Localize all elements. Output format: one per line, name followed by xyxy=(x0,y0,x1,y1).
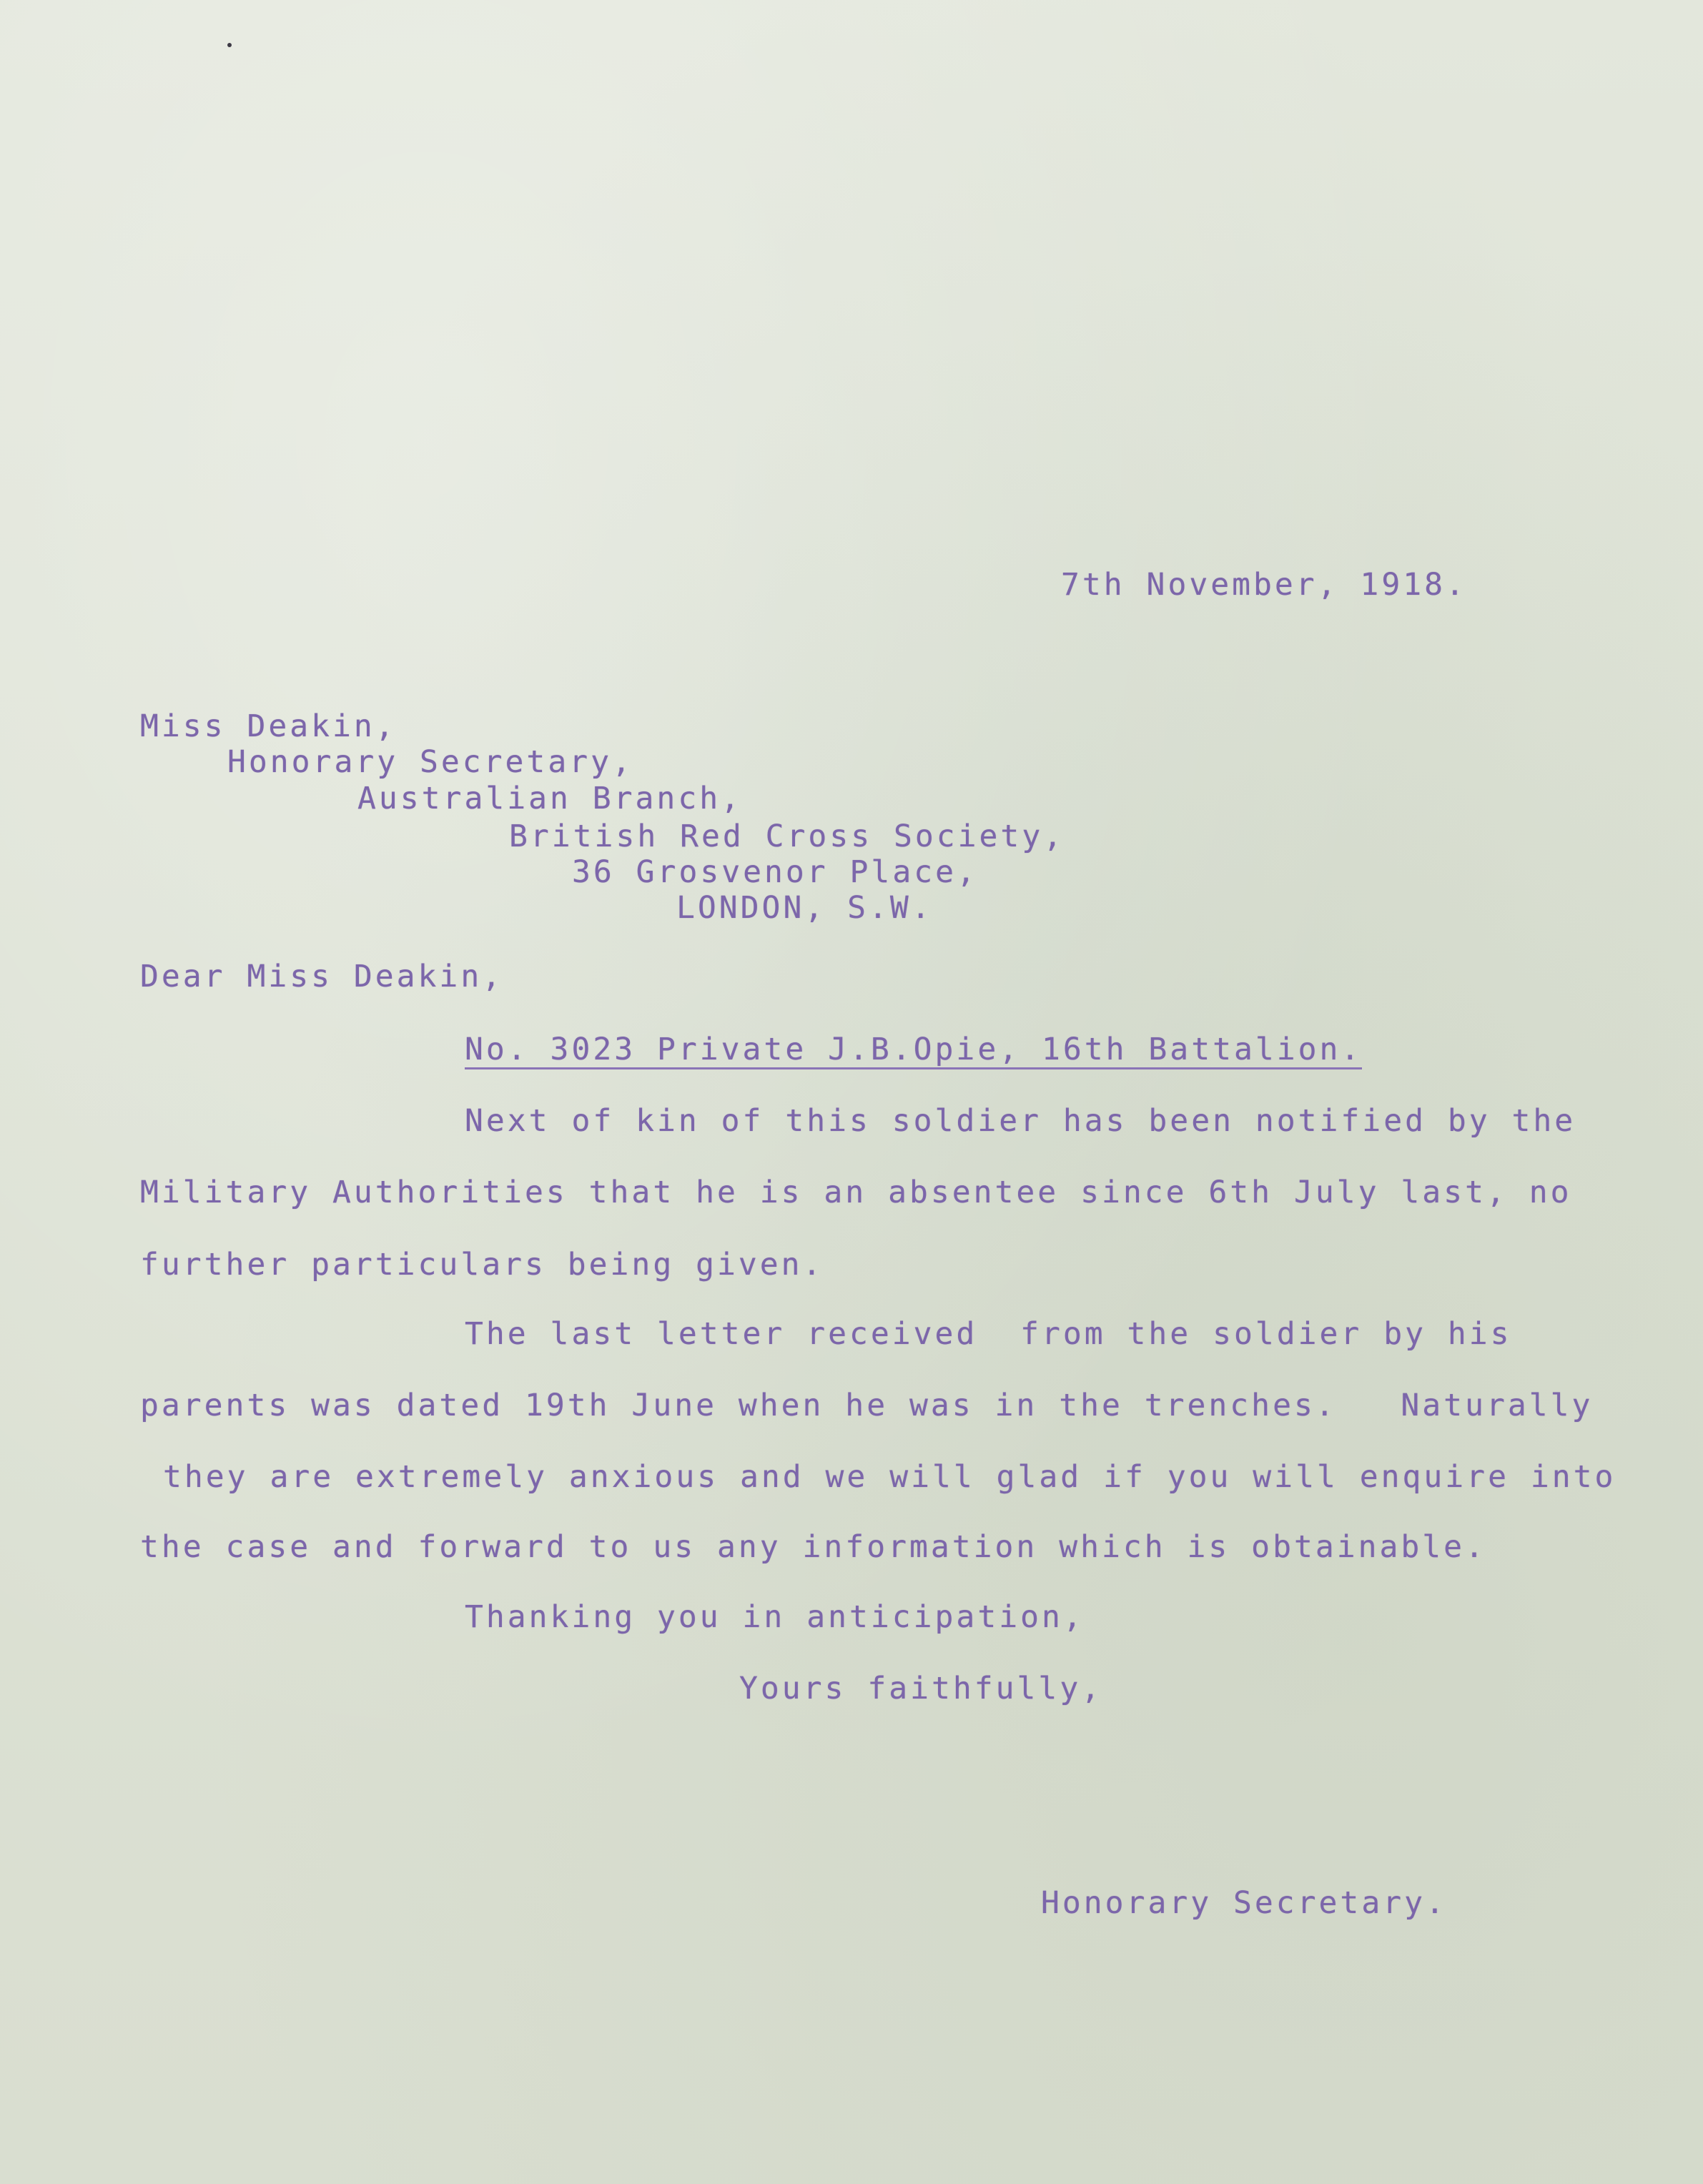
body-paragraph-2-line-1: The last letter received from the soldier by his xyxy=(465,1316,1512,1352)
salutation: Dear Miss Deakin, xyxy=(140,959,504,994)
body-paragraph-2-line-4: the case and forward to us any information which is obtainable. xyxy=(140,1529,1486,1565)
body-paragraph-1-line-1: Next of kin of this soldier has been notified by the xyxy=(465,1103,1576,1139)
subject-line: No. 3023 Private J.B.Opie, 16th Battalion. xyxy=(465,1033,1362,1069)
address-line-society: British Red Cross Society, xyxy=(509,819,1065,854)
address-line-street: 36 Grosvenor Place, xyxy=(572,854,978,890)
address-line-title: Honorary Secretary, xyxy=(227,744,633,780)
body-paragraph-2-line-2: parents was dated 19th June when he was in the trenches. Naturally xyxy=(140,1388,1594,1423)
address-line-branch: Australian Branch, xyxy=(357,781,742,816)
body-paragraph-2-line-3: they are extremely anxious and we will glad if you will enquire into xyxy=(163,1459,1616,1495)
paper-speck xyxy=(227,43,232,47)
closing-thanks: Thanking you in anticipation, xyxy=(465,1599,1085,1635)
address-line-city: LONDON, S.W. xyxy=(676,890,933,926)
body-paragraph-1-line-2: Military Authorities that he is an absentee since 6th July last, no xyxy=(140,1175,1572,1210)
letter-date: 7th November, 1918. xyxy=(1061,567,1467,603)
closing-valediction: Yours faithfully, xyxy=(739,1671,1103,1706)
address-line-name: Miss Deakin, xyxy=(140,708,397,744)
signature-title: Honorary Secretary. xyxy=(1041,1885,1447,1921)
body-paragraph-1-line-3: further particulars being given. xyxy=(140,1247,824,1283)
